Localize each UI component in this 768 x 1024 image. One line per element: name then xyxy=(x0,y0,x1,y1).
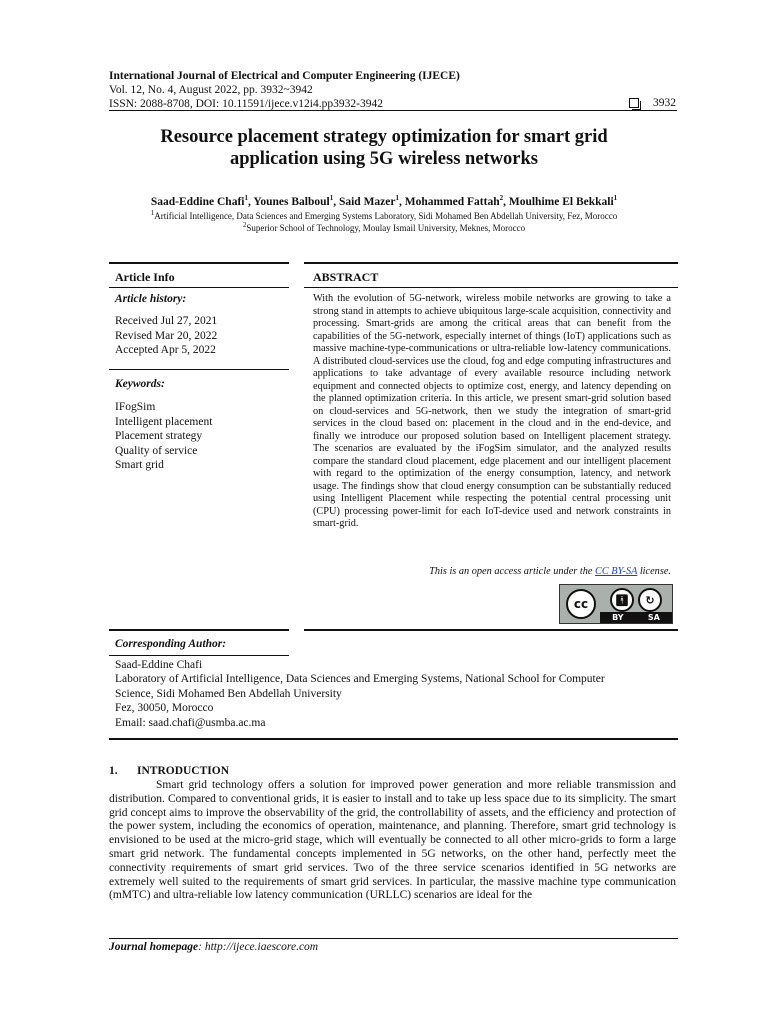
license-link[interactable]: CC BY-SA xyxy=(595,566,638,577)
sa-label: SA xyxy=(647,613,660,622)
corr-affiliation-cont: Science, Sidi Mohamed Ben Abdellah University xyxy=(115,687,342,700)
history-divider xyxy=(109,369,289,370)
section-heading-introduction: 1. INTRODUCTION xyxy=(109,765,230,777)
abstract-bottom-rule xyxy=(304,629,678,631)
author-5: Moulhime El Bekkali$^1$ xyxy=(508,194,618,208)
article-info-top-rule xyxy=(109,262,289,264)
creative-commons-icon: cc xyxy=(566,589,596,619)
author-3: Said Mazer$^1$ xyxy=(338,194,399,208)
article-history-list xyxy=(115,314,217,358)
open-access-statement: This is an open access article under the CC BY-SA license. xyxy=(429,566,671,577)
author-1: Saad-Eddine Chafi$^1$ xyxy=(150,194,248,208)
history-revised: Revised Mar 20, 2022 xyxy=(115,329,218,342)
abstract-heading: ABSTRACT xyxy=(313,270,379,284)
introduction-body: Smart grid technology offers a solution for improved power generation and more reliable transmission and distribution. Compared to conventional grids, it is easier to install and to take up less space due to its simplicity. The smart grid concept aims to improve the observability of the grid, the controllability of assets, and the efficiency and protection of the power system, including the economics of operation, maintenance, and planning. Therefore, smart grid technology is envisioned to be used at the micro-grid stage, which will eventually be connected to all other micro-grids to form a large smart grid network. The fundamental concepts implemented in 5G networks, on the other hand, perfectly meet the connectivity requirements of smart grid services. Two of the three service scenarios identified in 5G networks are extremely well suited to the requirements of smart grid services. In particular, the massive machine type communication (mMTC) and ultra-reliable low latency communication (URLLC) scenarios are ideal for the xyxy=(109,779,676,902)
corresponding-author-heading: Corresponding Author: xyxy=(115,638,227,650)
corr-email: Email: saad.chafi@usmba.ac.ma xyxy=(115,716,266,729)
by-label: BY xyxy=(612,613,624,622)
abstract-body: With the evolution of 5G-network, wireless mobile networks are growing to take a strong stand in attempts to achieve ubiquitous large-scale acquisition, connectivity and processing. Smart-grids are among the critical areas that can benefit from the capabilities of the 5G-network, especially internet of things (IoT) applications such as massive machine-type-communications or ultra-reliable low-latency communications. A distributed cloud-services use the cloud, fog and edge computing infrastructures and applications to take advantage of every available resource including network equipment and connected objects to optimize cost, energy, and latency depending on the planned optimization criteria. In this article, we present smart-grid solution based on cloud-services and 5G-network, then we study the integration of smart-grid services in the cloud based on: placement in the cloud and in the end-device, and finally we introduce our proposed solution based on Intelligent placement strategy. The scenarios are evaluated by the iFogSim simulator, and the analyzed results compare the standard cloud placement, edge placement and our intelligent placement with regard to the optimization of the energy consumption, latency, and network usage. The findings show that cloud energy consumption can be substantially reduced using Intelligent Placement while respecting the potential central processing unit (CPU) processing power-limit for each IoT-device used and network constraints in smart-grid. xyxy=(313,293,671,529)
header-rule xyxy=(109,110,677,111)
journal-name: International Journal of Electrical and Computer Engineering (IJECE) xyxy=(109,70,460,82)
keywords-label: Keywords: xyxy=(115,378,165,390)
author-2: Younes Balboul$^1$ xyxy=(253,194,334,208)
corresponding-author-details xyxy=(115,658,675,730)
article-info-head-rule xyxy=(109,287,289,288)
cc-by-sa-badge[interactable] xyxy=(559,584,673,624)
history-received: Received Jul 27, 2021 xyxy=(115,315,218,327)
issn-doi-line: ISSN: 2088-8708, DOI: 10.11591/ijece.v12i4.pp3932-3942 xyxy=(109,98,383,110)
title-line-2: application using 5G wireless networks xyxy=(229,149,539,169)
corr-affiliation: Laboratory of Artificial Intelligence, Data Sciences and Emerging Systems, National School for Computer xyxy=(115,673,605,686)
keyword-item: IFogSim xyxy=(115,401,156,413)
abstract-top-rule xyxy=(304,262,678,264)
corresponding-bottom-rule xyxy=(109,738,678,740)
share-alike-icon: ↻ xyxy=(638,588,662,612)
keywords-list xyxy=(115,400,212,473)
affiliation-2: $^2$Superior School of Technology, Moulay Ismail University, Meknes, Morocco xyxy=(242,221,526,233)
corr-address: Fez, 30050, Morocco xyxy=(115,702,214,715)
footer-rule xyxy=(109,938,678,939)
affiliation-1: $^1$Artificial Intelligence, Data Sciences and Emerging Systems Laboratory, Sidi Mohamed Ben Abdellah University, Fez, Morocco xyxy=(150,209,618,221)
volume-line: Vol. 12, No. 4, August 2022, pp. 3932~3942 xyxy=(109,84,313,96)
author-4: Mohammed Fattah$^2$ xyxy=(404,194,504,208)
corr-name: Saad-Eddine Chafi xyxy=(115,659,203,671)
article-info-heading: Article Info xyxy=(115,270,175,284)
keyword-item: Smart grid xyxy=(115,459,164,471)
article-history-label: Article history: xyxy=(115,293,187,305)
corresponding-divider xyxy=(109,655,289,656)
cc-label-strip xyxy=(600,612,672,623)
page-marker xyxy=(629,97,676,109)
article-info-bottom-rule xyxy=(109,629,289,631)
keyword-item: Intelligent placement xyxy=(115,415,213,428)
title-line-1: Resource placement strategy optimization for smart grid xyxy=(160,127,608,147)
history-accepted: Accepted Apr 5, 2022 xyxy=(115,344,216,356)
abstract-head-rule xyxy=(304,287,678,288)
square-bullet-icon xyxy=(629,98,639,108)
keyword-item: Quality of service xyxy=(115,444,198,457)
page-number: 3932 xyxy=(653,97,676,109)
keyword-item: Placement strategy xyxy=(115,430,203,442)
author-list: Saad-Eddine Chafi$^1$, Younes Balboul$^1$, Said Mazer$^1$, Mohammed Fattah$^2$, Moulhime El Bekkali$^1$ xyxy=(150,194,618,208)
journal-homepage[interactable]: Journal homepage: http://ijece.iaescore.com xyxy=(109,941,319,953)
paper-title xyxy=(100,126,668,170)
attribution-person-icon: 🚹︎ xyxy=(610,588,634,612)
